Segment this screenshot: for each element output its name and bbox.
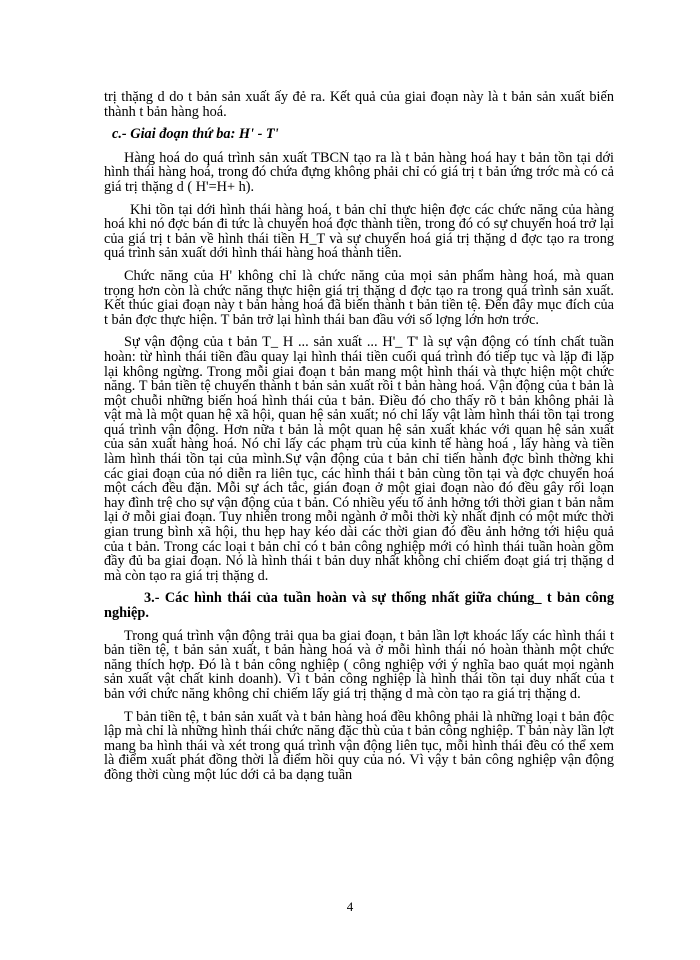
- paragraph-commodity-form: Khi tồn tại dới hình thái hàng hoá, t bản chỉ thực hiện đợc các chức năng của hàng hoá khi nó đợc bán đi tức là chuyển hoá đợc thành tiền, trong đó có sự chuyển hoá trở lại của giá trị t bản về hình thái tiền H_T và sự chuyển hoá giá trị thặng d đợc tạo ra trong quá trình sản xuất dới hình thái hàng hoá thành tiền.: [104, 201, 614, 262]
- page-body: [104, 90, 614, 791]
- paragraph-commodity-capital: Hàng hoá do quá trình sản xuất TBCN tạo ra là t bản hàng hoá hay t bản tồn tại dới hình thái hàng hoá, trong đó chứa đựng không phải chỉ có giá trị t bản ứng trớc mà có cả giá trị thặng d ( H'=H+ h).: [104, 149, 614, 195]
- paragraph-industrial-capital: Trong quá trình vận động trải qua ba giai đoạn, t bản lần lợt khoác lấy các hình thái t bản tiền tệ, t bản sản xuất, t bản hàng hoá và ở mỗi hình thái nó hoàn thành một chức năng thích hợp. Đó là t bản công nghiệp ( công nghiệp với ý nghĩa bao quát mọi ngành sản xuất vật chất kinh doanh). Vì t bản công nghiệp là hình thái tồn tại duy nhất của t bản với chức năng không chỉ chiếm lấy giá trị thặng d mà còn tạo ra giá trị thặng d.: [104, 627, 614, 702]
- section-heading-stage-three: c.- Giai đoạn thứ ba: H' - T': [112, 126, 279, 143]
- page-number: 4: [346, 899, 354, 914]
- paragraph-circuit-movement: Sự vận động của t bản T_ H ... sản xuất ... H'_ T' là sự vận động có tính chất tuần hoàn: từ hình thái tiền đầu quay lại hình thái tiền cuối quá trình đó tiếp tục và lặp đi lặp lại không ngừng. Trong mỗi giai đoạn t bản mang một hình thái và thực hiện một chức năng. T bản tiền tệ chuyển thành t bản sản xuất rồi t bản hàng hoá. Vận động của t bản là một chuỗi những biến hoá hình thái của t bản. Điều đó cho thấy rõ t bản không phải là vật mà là một quan hệ xã hội, quan hệ sản xuất; nó chỉ lấy vật làm hình thái tồn tại trong quá trình vận động. Hơn nữa t bản là một quan hệ sản xuất khác với quan hệ sản xuất của sản xuất hàng hoá. Nó chỉ lấy các phạm trù của kinh tế hàng hoá , lấy hàng và tiền làm hình thái tồn tại của mình.Sự vận động của t bản chỉ tiến hành đợc bình thờng khi các giai đoạn của nó diễn ra liên tục, các hình thái t bản cùng tồn tại và đợc chuyển hoá một cách đều đặn. Mỗi sự ách tắc, gián đoạn ở một giai đoạn nào đó đều gây rối loạn hay đình trệ cho sự vận động của t bản. Có nhiều yếu tố ảnh hởng tới thời gian t bản nằm lại ở mỗi giai đoạn. Tuy nhiên trong mỗi ngành ở mỗi thời kỳ nhất định có một mức thời gian trung bình xã hội, thu hẹp hay kéo dài các thời gian đó đều ảnh hởng tới hiệu quả của t bản. Trong các loại t bản chỉ có t bản công nghiệp mới có hình thái tuần hoàn gồm đầy đủ ba giai đoạn. Nó là hình thái t bản duy nhất không chỉ chiếm đoạt giá trị thặng d mà còn tạo ra giá trị thặng d.: [104, 334, 614, 584]
- paragraph-function-of-h: Chức năng của H' không chỉ là chức năng của mọi sản phẩm hàng hoá, mà quan trọng hơn còn là chức năng thực hiện giá trị thặng d đợc tạo ra trong quá trình sản xuất. Kết thúc giai đoạn này t bản hàng hoá đã biến thành t bản tiền tệ. Đến đây mục đích của t bản đợc thực hiện. T bản trở lại hình thái ban đầu với số lợng lớn hơn trớc.: [104, 267, 614, 328]
- paragraph-continuation: trị thặng d do t bản sản xuất ấy đẻ ra. Kết quả của giai đoạn này là t bản sản xuất biến thành t bản hàng hoá.: [104, 89, 614, 120]
- section-heading-forms-of-circuit: 3.- Các hình thái của tuần hoàn và sự thống nhất giữa chúng_ t bản công nghiệp.: [104, 590, 614, 621]
- paragraph-functional-forms: T bản tiền tệ, t bản sản xuất và t bản hàng hoá đều không phải là những loại t bản độc lập mà chỉ là những hình thái chức năng đặc thù của t bản công nghiệp. T bản này lần lợt mang ba hình thái và xét trong quá trình vận động liên tục, mỗi hình thái đều có thể xem là điểm xuất phát đồng thời là điểm hồi quy của nó. Vì vậy t bản công nghiệp vận động đồng thời cùng một lúc dới cả ba dạng tuần: [104, 708, 614, 783]
